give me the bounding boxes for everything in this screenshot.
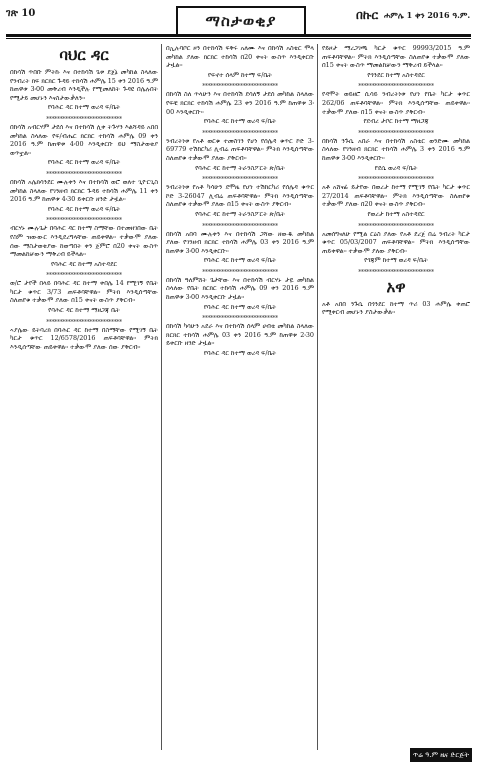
notice — [322, 300, 470, 317]
column-3 — [322, 44, 470, 756]
notice — [10, 326, 158, 352]
separator: **************************** — [358, 268, 434, 276]
section-title: አዋ — [386, 277, 406, 296]
notice — [166, 276, 314, 311]
notice-signature: የባሕር ዳር ከተማ ወረዳ ፍ/ቤት — [47, 103, 121, 112]
separator: **************************** — [358, 83, 434, 91]
notice-signature: የደሴ ወረዳ ፍ/ቤት — [374, 163, 418, 172]
notice-text: በከሳሽ አበባ ሙሉቀን እና በተከሳሽ ጋሻው ዘውዱ መካከል ያለው የገንዘብ ክርክር ተከሳሽ ሐምሌ 03 ቀን 2016 ዓ.ም ከጠዋቱ 3፡00 እንዲቀርቡ፡፡ — [166, 229, 314, 255]
notice-signature: የባሕር ዳር ከተማ ወረዳ ፍ/ቤት — [203, 349, 277, 358]
notice-text: አመሰግናለሁ የሚል ርዕስ ያለው የአቶ ደረጀ በሬ ንብረት ካርታ ቁጥር 05/03/2007 ጠፍቶባቸዋል፡፡ ምትክ እንዲሰጣቸው ጠይቀዋል፡፡ ተቃውሞ ያለው ያቅርብ፡፡ — [322, 229, 470, 255]
notice — [10, 68, 158, 112]
notice-signature: የወረታ ከተማ አስተዳደር — [367, 209, 425, 218]
notice-signature: የደብረ ታቦር ከተማ ማዘጋጃ — [363, 117, 429, 126]
notice — [322, 230, 470, 265]
notice-signature: የጎጃም ከተማ ወረዳ ፍ/ቤት — [364, 256, 428, 265]
separator: **************************** — [358, 222, 434, 230]
column-divider — [317, 44, 318, 750]
notice-signature: የባሕር ዳር ከተማ ወረዳ ፍ/ቤት — [203, 302, 277, 311]
notice — [322, 183, 470, 218]
notice — [166, 322, 314, 357]
notice-signature: የፍኖተ ሰላም ከተማ ፍ/ቤት — [207, 70, 273, 79]
notice-text: በከሳሽ አሌክሳንደር ሙሉቀን እና በተከሳሽ ወሮ ወለተ ጊዮርጊስ መካከል ስላለው የገንዘብ ክርክር ጉዳይ ተከሳሽ ሐምሌ 11 ቀን 2016 ዓ.ም ከጠዋቱ 4፡30 ይቀርቡ ዘንድ ታዟል፡፡ — [10, 177, 158, 204]
notice-signature: የባሕር ዳር ከተማ ወረዳ ፍ/ቤት — [47, 204, 121, 213]
separator: **************************** — [202, 222, 278, 230]
separator: **************************** — [358, 176, 434, 184]
notice-signature: የባሕር ዳር ከተማ ወረዳ ፍ/ቤት — [203, 117, 277, 126]
column-divider — [161, 44, 162, 750]
notice-signature: የባሕር ዳር ከተማ ማዘጋጃ ቤት — [48, 306, 120, 315]
notice-text: ንብረትነቱ የአቶ ወርቁ ተመስገን የሆነ የሰሌዳ ቁጥር ኮድ 3-69779 ተሽከርካሪ ሊብሬ ጠፍቶባቸዋል፡፡ ምትክ እንዲሰጣቸው ስለጠየቁ ተቃውሞ ያለው ያቅርብ፡፡ — [166, 136, 314, 162]
notice — [322, 137, 470, 172]
separator: **************************** — [46, 170, 122, 178]
separator: **************************** — [46, 115, 122, 123]
notice — [10, 178, 158, 213]
notice-text: በከሳሽ አብርሃም ታደሰ እና በተከሳሽ ሊቀ ትጉሃን እልሻዳይ አበበ መካከል ስላለው የፍ/ብሔር ክርክር ተከሳሽ ሐምሌ 09 ቀን 2016 ዓ.ም ከጠዋቱ 4፡00 እንዲቀርቡ ይህ ማስታወቂያ ወጥቷል፡፡ — [10, 122, 158, 157]
separator: **************************** — [202, 315, 278, 323]
notice — [322, 90, 470, 125]
notice-text: ኣያሌው ይትባረክ በባሕር ዳር ከተማ በስማቸው የሚገኝ ቤት ካርታ ቁጥር 12/6578/2016 ጠፍቶባቸዋል፡፡ ምትክ እንዲሰጣቸው ጠይቀዋል፡፡ ተቃውሞ ያለው ሰው ያቅርብ፡፡ — [10, 325, 158, 351]
notice-text: በከሳሽ ጥበቡ ምትኩ እና በተከሳሽ ጌቱ ደጀኔ መካከል ስላለው የንብረት ክፍ ክርክር ጉዳይ ተከሳሽ ሐምሌ 15 ቀን 2016 ዓ.ም ከጠዋቱ 3፡00 መቅረብ እንዲችሉ የሚመለከት ጉዳዩ በሌሉበት የሚታይ መሆኑን እናስታውቃለን፡፡ — [10, 68, 158, 102]
column-2 — [166, 44, 314, 756]
notice-text: አቶ አሸናፊ ይታየው በወረታ ከተማ የሚገኝ የቤት ካርታ ቁጥር 27/2014 ጠፍቶባቸዋል፡፡ ምትክ እንዲሰጣቸው ስለጠየቁ ተቃውሞ ያለው በ20 ቀናት ውስጥ ያቅርብ፡፡ — [322, 183, 470, 209]
notice — [166, 230, 314, 265]
notice — [10, 224, 158, 268]
notice-signature: የባሕር ዳር ከተማ ወረዳ ፍ/ቤት — [203, 256, 277, 265]
notice-text: በከሳሽ ንጉሴ አበራ እና በተከሳሽ አስቴር ወንድሙ መካከል ስላለው የገንዘብ ክርክር ተከሳሽ ሐምሌ 3 ቀን 2016 ዓ.ም ከጠዋቱ 3፡00 እንዲቀርቡ፡፡ — [322, 136, 470, 162]
page-title: ማስታወቂያ — [176, 6, 306, 36]
separator: **************************** — [358, 129, 434, 137]
header-rule-thin — [6, 38, 471, 39]
notice-signature: የባሕር ዳር ከተማ አስተዳደር — [51, 259, 117, 268]
notice-text: የዳሞት ወይዘሮ ሲሳይ ንብረትነቱ የሆነ የቤት ካርታ ቁጥር 262/06 ጠፍቶባቸዋል፡፡ ምትክ እንዲሰጣቸው ጠይቀዋል፡፡ ተቃውሞ ያለው በ15 ቀናት ውስጥ ያቅርብ፡፡ — [322, 90, 470, 116]
notice — [166, 90, 314, 125]
notice — [322, 44, 470, 79]
notice-text: በከሳሽ ስለ ጥላሁን እና በተከሳሽ ደሳለኝ ታደሰ መካከል ስላለው የፍቺ ክርክር ተከሳሽ ሐምሌ 23 ቀን 2016 ዓ.ም ከጠዋቱ 3፡00 እንዲቀርቡ፡፡ — [166, 90, 314, 116]
notice-signature: የባሕር ዳር ከተማ ወረዳ ፍ/ቤት — [47, 158, 121, 167]
notice-text: ንብረትነቱ የአቶ ካሳሁን ደሞዜ የሆነ ተሽከርካሪ የሰሌዳ ቁጥር ኮድ 3-26047 ሊብሬ ጠፍቶባቸዋል፡፡ ምትክ እንዲሰጣቸው ስለጠየቁ ተቃውሞ ያለው በ15 ቀናት ውስጥ ያቅርብ፡፡ — [166, 183, 314, 209]
section-title: ባህር ዳር — [59, 46, 109, 64]
issue-date: ሐምሌ 1 ቀን 2016 ዓ.ም. — [384, 10, 471, 20]
notice — [166, 137, 314, 172]
notice-text: በከሳሽ ዓለምሸት ጌታቸው እና በተከሳሽ ብርሃኑ ታዬ መካከል ስላለው የቤት ክርክር ተከሳሽ ሐምሌ 09 ቀን 2016 ዓ.ም ከጠዋቱ 3፡00 እንዲቀርቡ ታዟል፡፡ — [166, 275, 314, 302]
notice — [166, 183, 314, 218]
notice — [166, 44, 314, 79]
footer-label: ጥሬ ዓ.ም ዜና ድርጅት — [410, 748, 472, 762]
separator: **************************** — [46, 217, 122, 225]
notice-signature: የባሕር ዳር ከተማ ትራንስፖርት ጽ/ቤት — [195, 209, 285, 218]
notice-text: በከሳሽ ካሳሁን አደራ እና በተከሳሽ ሰላም ሀብቴ መካከል ስላለው ክርክር ተከሳሽ ሐምሌ 03 ቀን 2016 ዓ.ም ከጠዋቱ 2፡30 ይቀርቡ ዘንድ ታዟል፡፡ — [166, 322, 314, 348]
publication-name: በኩር — [356, 8, 379, 22]
notice-text: በኢሉባቦር ዞን በተከሳሽ ፍቅሩ አለሙ እና በከሳሽ አስቴር ሞላ መካከል ያለው ክርክር ተከሳሽ በ20 ቀናት ውስጥ እንዲቀርቡ ታዟል፡፡ — [166, 44, 314, 70]
separator: **************************** — [46, 272, 122, 280]
column-1 — [10, 44, 158, 756]
separator: **************************** — [202, 268, 278, 276]
page-number: ገጽ 10 — [6, 8, 36, 19]
notice — [10, 279, 158, 314]
notice-text: ወ/ሮ ታየች በላይ በባሕር ዳር ከተማ ቀበሌ 14 የሚገኝ የቤት ካርታ ቁጥር 3/73 ጠፍቶባቸዋል፡፡ ምትክ እንዲሰጣቸው ስለጠየቁ ተቃውሞ ያለው በ15 ቀናት ውስጥ ያቅርብ፡፡ — [10, 279, 158, 305]
header-rule — [6, 34, 471, 37]
separator: **************************** — [46, 318, 122, 326]
notice — [10, 123, 158, 167]
notice-text: አቶ አበበ ንጉሴ በጎንደር ከተማ ጥሪ 03 ሐምሌ ቀጠሮ የሚቀርብ መሆኑን ያስታውቃል፡፡ — [322, 299, 470, 317]
notice-signature: የባሕር ዳር ከተማ ትራንስፖርት ጽ/ቤት — [195, 163, 285, 172]
separator: **************************** — [202, 83, 278, 91]
separator: **************************** — [202, 176, 278, 184]
notice-text: ብርሃኑ ሙሉጌታ በባሕር ዳር ከተማ ስማቸው በተመዘገበው ቤት የስም ዝውውር እንዲደረግላቸው ጠይቀዋል፡፡ ተቃውሞ ያለው ሰው ማስታወቂያው ከወጣበት ቀን ጀምሮ በ20 ቀናት ውስጥ ማመልከቻውን ማቅረብ ይችላል፡፡ — [10, 224, 158, 259]
separator: **************************** — [202, 129, 278, 137]
notice-text: የይዞታ ማረጋገጫ ካርታ ቁጥር 99993/2015 ዓ.ም ጠፍቶባቸዋል፡፡ ምትክ እንዲሰጣቸው ስለጠየቁ ተቃውሞ ያለው በ15 ቀናት ውስጥ ማመልከቻውን ማቅረብ ይችላል፡፡ — [322, 44, 470, 70]
notice-signature: የጎንደር ከተማ አስተዳደር — [367, 70, 425, 79]
